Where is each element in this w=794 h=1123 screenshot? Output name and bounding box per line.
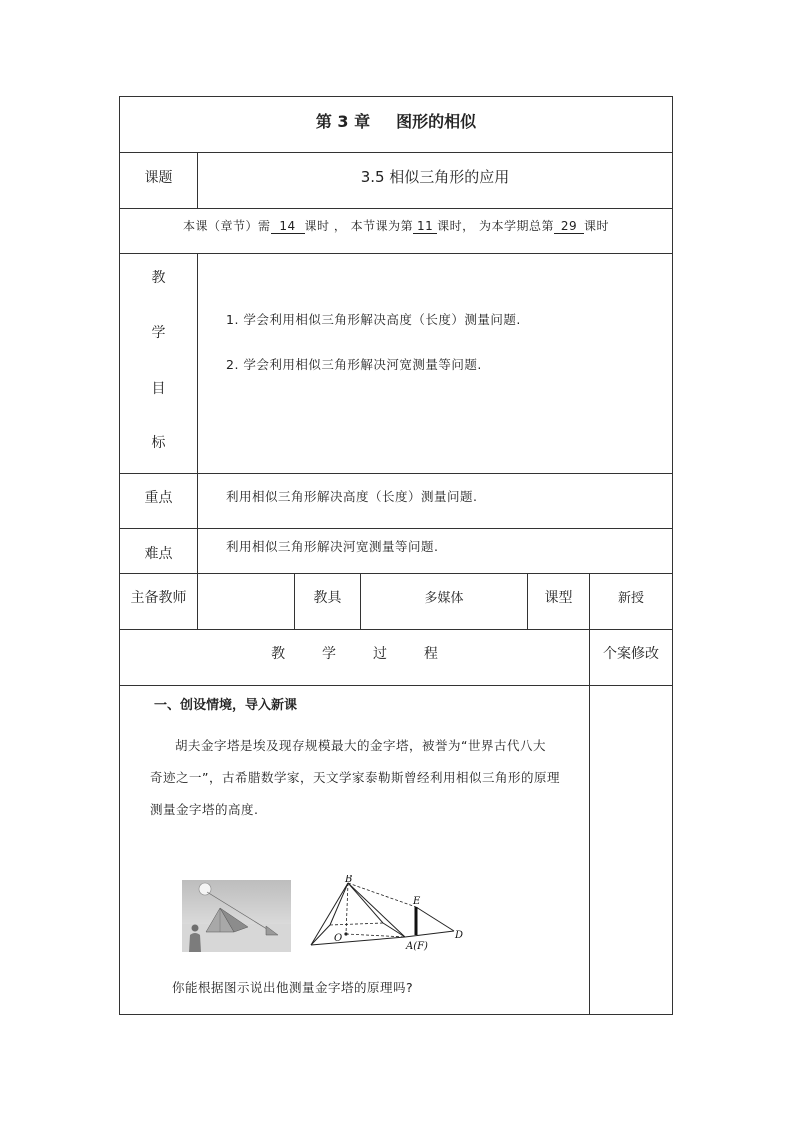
hours-total: 14 — [271, 219, 305, 234]
tools-label: 教具 — [313, 590, 342, 606]
teacher-label: 主备教师 — [130, 590, 187, 606]
col-divider — [589, 573, 590, 1015]
objectives-label-char: 学 — [151, 325, 166, 341]
revise-label: 个案修改 — [603, 646, 659, 662]
label-D: D — [455, 930, 464, 941]
key-point-value: 利用相似三角形解决高度（长度）测量问题. — [226, 489, 478, 504]
hours-text-3: 课时， 为本学期总第 — [437, 219, 554, 233]
row-divider — [120, 152, 672, 153]
row-divider — [120, 473, 672, 474]
lesson-plan-table — [119, 96, 673, 1015]
intro-line: 奇迹之一”，古希腊数学家，天文学家泰勒斯曾经利用相似三角形的原理 — [150, 770, 560, 785]
hours-current: 11 — [413, 219, 437, 234]
intro-line: 胡夫金字塔是埃及现存规模最大的金字塔，被誉为“世界古代八大 — [175, 738, 546, 753]
pyramid-photo — [182, 880, 291, 952]
intro-line: 测量金字塔的高度. — [150, 802, 259, 817]
key-point-label: 重点 — [144, 490, 173, 506]
chapter-title: 图形的相似 — [396, 112, 477, 131]
hours-text-2: 课时 ， 本节课为第 — [304, 219, 414, 233]
hours-text-4: 课时 — [583, 219, 609, 233]
objectives-label-char: 教 — [151, 270, 166, 286]
objectives-label-char: 目 — [151, 381, 166, 397]
objectives-label-char: 标 — [151, 435, 166, 451]
chapter-header — [120, 109, 672, 132]
geometry-figure — [305, 875, 465, 955]
process-title: 教 学 过 程 — [271, 646, 438, 662]
tools-value: 多媒体 — [424, 591, 464, 606]
difficulty-value: 利用相似三角形解决河宽测量等问题. — [226, 539, 439, 554]
hours-semester: 29 — [554, 219, 584, 234]
hours-text-1: 本课（章节）需 — [183, 219, 271, 233]
objective-item: 1. 学会利用相似三角形解决高度（长度）测量问题. — [226, 312, 521, 327]
topic-value: 3.5 相似三角形的应用 — [360, 168, 510, 186]
objective-item: 2. 学会利用相似三角形解决河宽测量等问题. — [226, 357, 482, 372]
row-divider — [120, 528, 672, 529]
label-AF: A(F) — [406, 941, 428, 952]
difficulty-label: 难点 — [144, 546, 173, 562]
col-divider — [197, 253, 198, 629]
label-O: O — [334, 933, 343, 944]
type-label: 课型 — [544, 590, 573, 606]
row-divider — [120, 253, 672, 254]
intro-question: 你能根据图示说出他测量金字塔的原理吗? — [172, 980, 414, 995]
row-divider — [120, 208, 672, 209]
label-E: E — [413, 896, 421, 907]
label-B: B — [345, 875, 353, 885]
topic-label: 课题 — [144, 170, 173, 186]
type-value: 新授 — [617, 591, 644, 606]
hours-line — [120, 217, 672, 234]
section-heading: 一、创设情境，导入新课 — [154, 698, 298, 713]
chapter-number: 第 3 章 — [315, 112, 371, 131]
